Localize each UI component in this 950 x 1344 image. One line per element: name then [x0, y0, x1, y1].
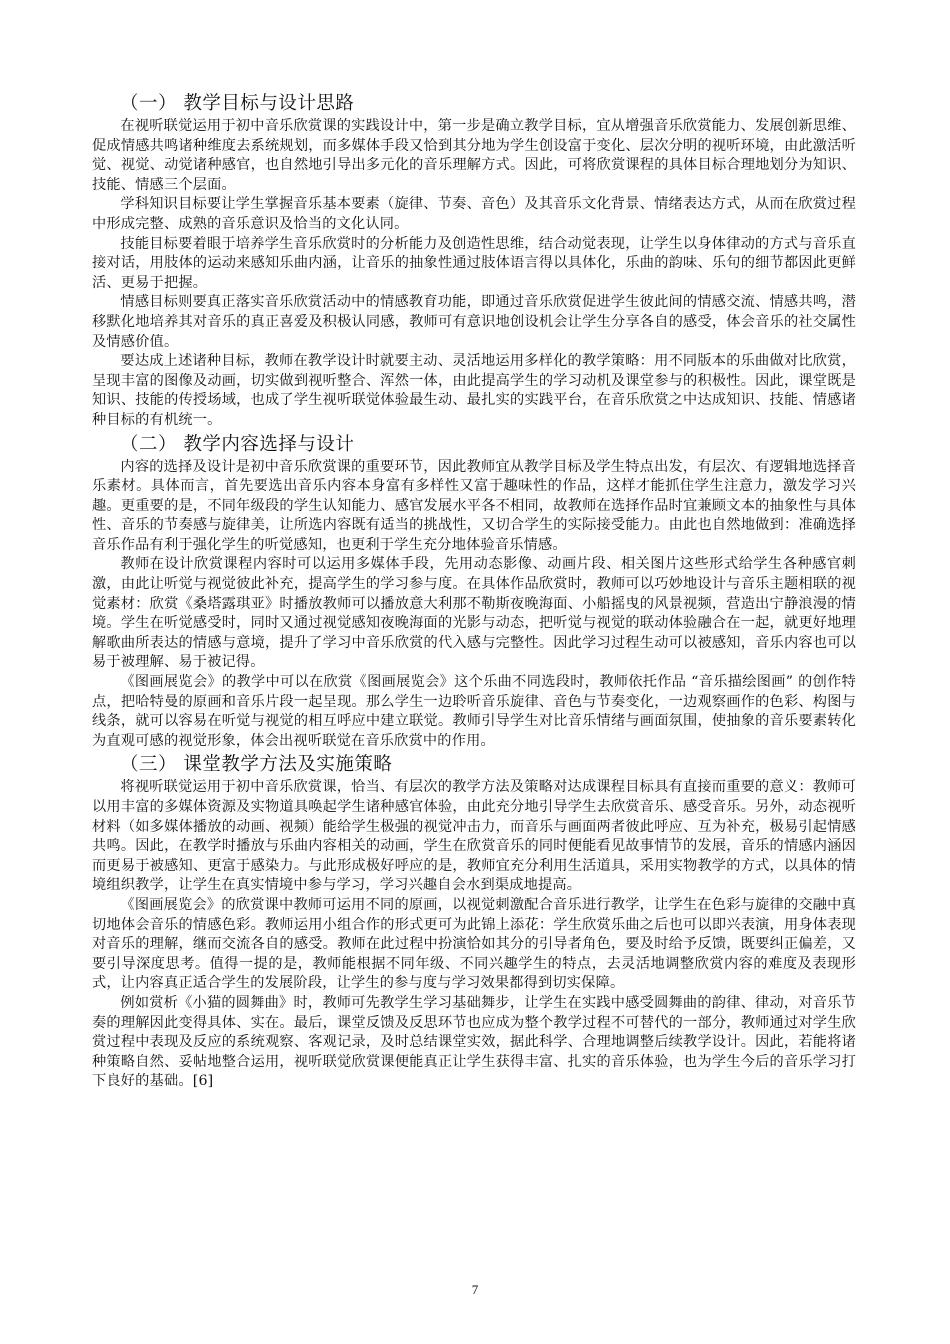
- paragraph: 内容的选择及设计是初中音乐欣赏课的重要环节，因此教师宜从教学目标及学生特点出发，有层次、有逻辑地选择音乐素材。具体而言，首先要选出音乐内容本身富有多样性又富于趣味性的作品，这样才能抓住学生注意力，激发学习兴趣。更重要的是，不同年级段的学生认知能力、感官发展水平各不相同，故教师在选择作品时宜兼顾文本的抽象性与具体性、音乐的节奏感与旋律美，让所选内容既有适当的挑战性，又切合学生的实际接受能力。由此也自然地做到：准确选择音乐作品有利于强化学生的听觉感知，也更利于学生充分地体验音乐情感。: [92, 458, 856, 553]
- paragraph: 情感目标则要真正落实音乐欣赏活动中的情感教育功能，即通过音乐欣赏促进学生彼此间的情感交流、情感共鸣，潜移默化地培养其对音乐的真正喜爱及积极认同感，教师可有意识地创设机会让学生分享各自的感受，体会音乐的社交属性及情感价值。: [92, 294, 856, 350]
- paragraph: 将视听联觉运用于初中音乐欣赏课，恰当、有层次的教学方法及策略对达成课程目标具有直接而重要的意义：教师可以用丰富的多媒体资源及实物道具唤起学生诸种感官体验，由此充分地引导学生去欣赏音乐、感受音乐。另外，动态视听材料（如多媒体播放的动画、视频）能给学生极强的视觉冲击力，而音乐与画面两者彼此呼应、互为补充，极易引起情感共鸣。因此，在教学时播放与乐曲内容相关的动画，学生在欣赏音乐的同时便能看见故事情节的发展，音乐的情感内涵因而更易于被感知、更富于感染力。与此形成极好呼应的是，教师宜充分利用生活道具，采用实物教学的方式，以具体的情境组织教学，让学生在真实情境中参与学习，学习兴趣自会水到渠成地提高。: [92, 779, 856, 894]
- paragraph: 要达成上述诸种目标，教师在教学设计时就要主动、灵活地运用多样化的教学策略：用不同版本的乐曲做对比欣赏，呈现丰富的图像及动画，切实做到视听整合、浑然一体，由此提高学生的学习动机及课堂参与的积极性。因此，课堂既是知识、技能的传授场域，也成了学生视听联觉体验最生动、最扎实的实践平台，在音乐欣赏之中达成知识、技能、情感诸种目标的有机统一。: [92, 353, 856, 428]
- paragraph: 在视听联觉运用于初中音乐欣赏课的实践设计中，第一步是确立教学目标，宜从增强音乐欣赏能力、发展创新思维、促成情感共鸣诸种维度去系统规划，而多媒体手段又恰到其分地为学生创设富于变化、层次分明的视听环境，由此激活听觉、视觉、动觉诸种感官，也自然地引导出多元化的音乐理解方式。因此，可将欣赏课程的具体目标合理地划分为知识、技能、情感三个层面。: [92, 118, 856, 193]
- section-heading-2: （二） 教学内容选择与设计: [120, 433, 355, 455]
- page-body: [92, 90, 856, 1092]
- paragraph: 例如赏析《小猫的圆舞曲》时，教师可先教学生学习基础舞步，让学生在实践中感受圆舞曲的韵律、律动，对音乐节奏的理解因此变得具体、实在。最后，课堂反馈及反思环节也应成为整个教学过程不可替代的一部分，教师通过对学生欣赏过程中表现及反应的系统观察、客观记录，及时总结课堂实效，据此科学、合理地调整后续教学设计。因此，若能将诸种策略自然、妥帖地整合运用，视听联觉欣赏课便能真正让学生获得丰富、扎实的音乐体验，也为学生今后的音乐学习打下良好的基础。[6]: [92, 994, 856, 1090]
- page-number: 7: [471, 1282, 479, 1297]
- section-heading-1: （一） 教学目标与设计思路: [120, 93, 355, 114]
- paragraph: 教师在设计欣赏课程内容时可以运用多媒体手段，先用动态影像、动画片段、相关图片这些形式给学生各种感官刺激，由此让听觉与视觉彼此补充，提高学生的学习参与度。在具体作品欣赏时，教师可以巧妙地设计与音乐主题相联的视觉素材：欣赏《桑塔露琪亚》时播放教师可以播放意大利那不勒斯夜晚海面、小船摇曳的风景视频，营造出宁静浪漫的情境。学生在听觉感受时，同时又通过视觉感知夜晚海面的光影与动态，把听觉与视觉的联动体验融合在一起，就更好地理解歌曲所表达的情感与意境，提升了学习中音乐欣赏的代入感与完整性。因此学习过程生动可以被感知，音乐内容也可以易于被理解、易于被记得。: [92, 556, 856, 671]
- section-heading-3: （三） 课堂教学方法及实施策略: [120, 754, 393, 776]
- paragraph: 《图画展览会》的欣赏课中教师可运用不同的原画，以视觉刺激配合音乐进行教学，让学生在色彩与旋律的交融中真切地体会音乐的情感色彩。教师运用小组合作的形式更可为此锦上添花：学生欣赏乐曲之后也可以即兴表演，用身体表现对音乐的理解，继而交流各自的感受。教师在此过程中扮演恰如其分的引导者角色，要及时给予反馈，既要纠正偏差，又要引导深度思考。值得一提的是，教师能根据不同年级、不同兴趣学生的特点，去灵活地调整欣赏内容的难度及表现形式，让内容真正适合学生的发展阶段，让学生的参与度与学习效果都得到切实保障。: [92, 896, 856, 992]
- paragraph: 技能目标要着眼于培养学生音乐欣赏时的分析能力及创造性思维，结合动觉表现，让学生以身体律动的方式与音乐直接对话，用肢体的运动来感知乐曲内涵，让音乐的抽象性通过肢体语言得以具体化，乐曲的韵味、乐句的细节都因此更鲜活、更易于把握。: [92, 235, 856, 291]
- paragraph: 学科知识目标要让学生掌握音乐基本要素（旋律、节奏、音色）及其音乐文化背景、情绪表达方式，从而在欣赏过程中形成完整、成熟的音乐意识及恰当的文化认同。: [92, 196, 856, 232]
- paragraph: 《图画展览会》的教学中可以在欣赏《图画展览会》这个乐曲不同选段时，教师依托作品 “音乐描绘图画” 的创作特点，把哈特曼的原画和音乐片段一起呈现。那么学生一边聆听音乐旋律、音色与节奏变化，一边观察画作的色彩、构图与线条，就可以容易在听觉与视觉的相互呼应中建立联觉。教师引导学生对比音乐情绪与画面氛围，使抽象的音乐要素转化为直观可感的视觉形象，体会出视听联觉在音乐欣赏中的作用。: [92, 674, 856, 749]
